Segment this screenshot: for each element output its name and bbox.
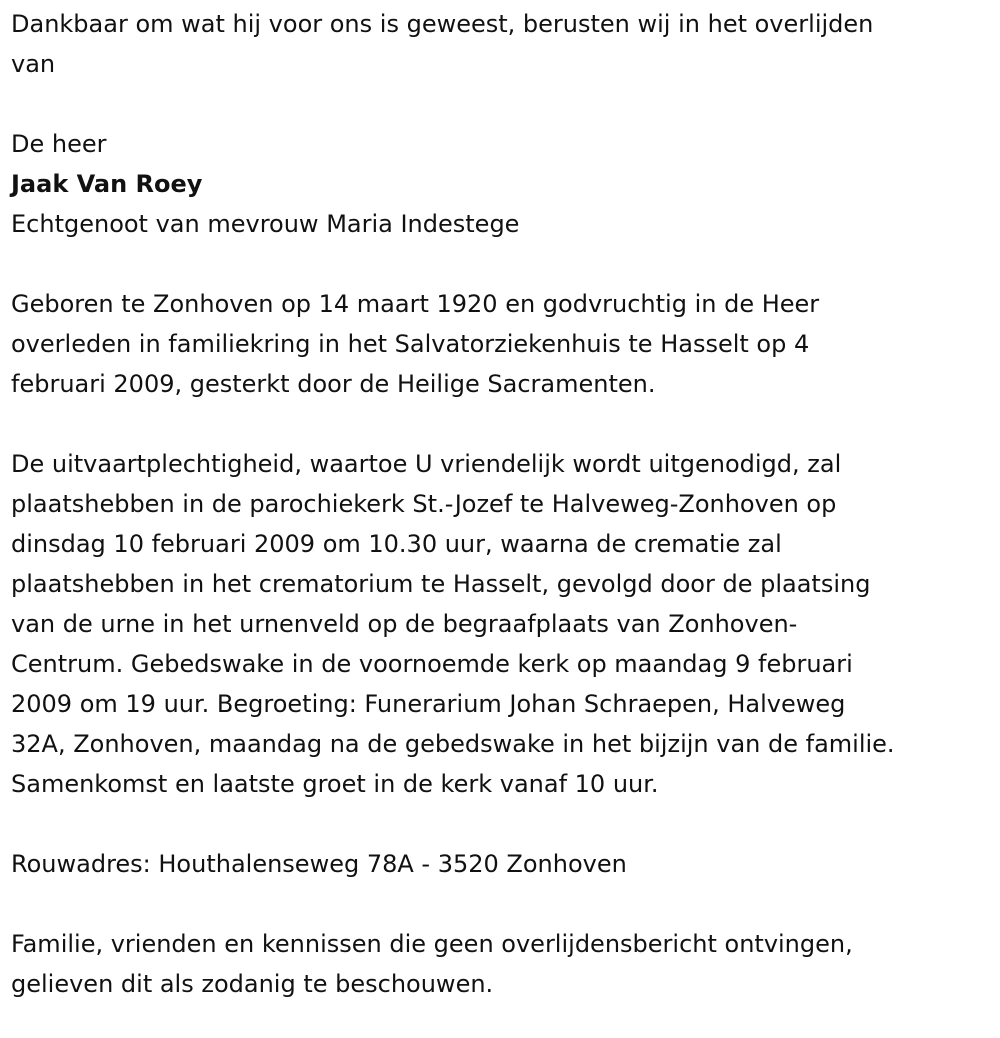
paragraph-gap	[11, 84, 986, 124]
obituary-notice	[11, 4, 986, 1004]
text-line: plaatshebben in de parochiekerk St.-Jozef te Halveweg-Zonhoven op	[11, 490, 837, 518]
text-line: februari 2009, gesterkt door de Heilige Sacramenten.	[11, 370, 656, 398]
text-line: Centrum. Gebedswake in de voornoemde kerk op maandag 9 februari	[11, 650, 853, 678]
text-line: plaatshebben in het crematorium te Hasselt, gevolgd door de plaatsing	[11, 570, 871, 598]
salutation: De heer	[11, 130, 107, 158]
paragraph-gap	[11, 884, 986, 924]
text-line: Familie, vrienden en kennissen die geen overlijdensbericht ontvingen,	[11, 930, 853, 958]
text-line: Geboren te Zonhoven op 14 maart 1920 en godvruchtig in de Heer	[11, 290, 820, 318]
text-line: 32A, Zonhoven, maandag na de gebedswake in het bijzijn van de familie.	[11, 730, 895, 758]
text-line: van	[11, 50, 56, 78]
text-line: Dankbaar om wat hij voor ons is geweest, berusten wij in het overlijden	[11, 10, 874, 38]
intro-paragraph	[11, 4, 986, 84]
text-line: dinsdag 10 februari 2009 om 10.30 uur, waarna de crematie zal	[11, 530, 782, 558]
paragraph-gap	[11, 404, 986, 444]
text-line: gelieven dit als zodanig te beschouwen.	[11, 970, 494, 998]
text-line: overleden in familiekring in het Salvatorziekenhuis te Hasselt op 4	[11, 330, 810, 358]
birth-death-paragraph	[11, 284, 986, 404]
mourning-address: Rouwadres: Houthalenseweg 78A - 3520 Zonhoven	[11, 850, 627, 878]
paragraph-gap	[11, 244, 986, 284]
deceased-name: Jaak Van Roey	[11, 170, 203, 198]
closing-paragraph	[11, 924, 986, 1004]
spouse-line: Echtgenoot van mevrouw Maria Indestege	[11, 210, 520, 238]
text-line: van de urne in het urnenveld op de begraafplaats van Zonhoven-	[11, 610, 798, 638]
text-line: 2009 om 19 uur. Begroeting: Funerarium Johan Schraepen, Halveweg	[11, 690, 846, 718]
text-line: Samenkomst en laatste groet in de kerk vanaf 10 uur.	[11, 770, 659, 798]
funeral-paragraph	[11, 444, 986, 804]
text-line: De uitvaartplechtigheid, waartoe U vriendelijk wordt uitgenodigd, zal	[11, 450, 842, 478]
paragraph-gap	[11, 804, 986, 844]
